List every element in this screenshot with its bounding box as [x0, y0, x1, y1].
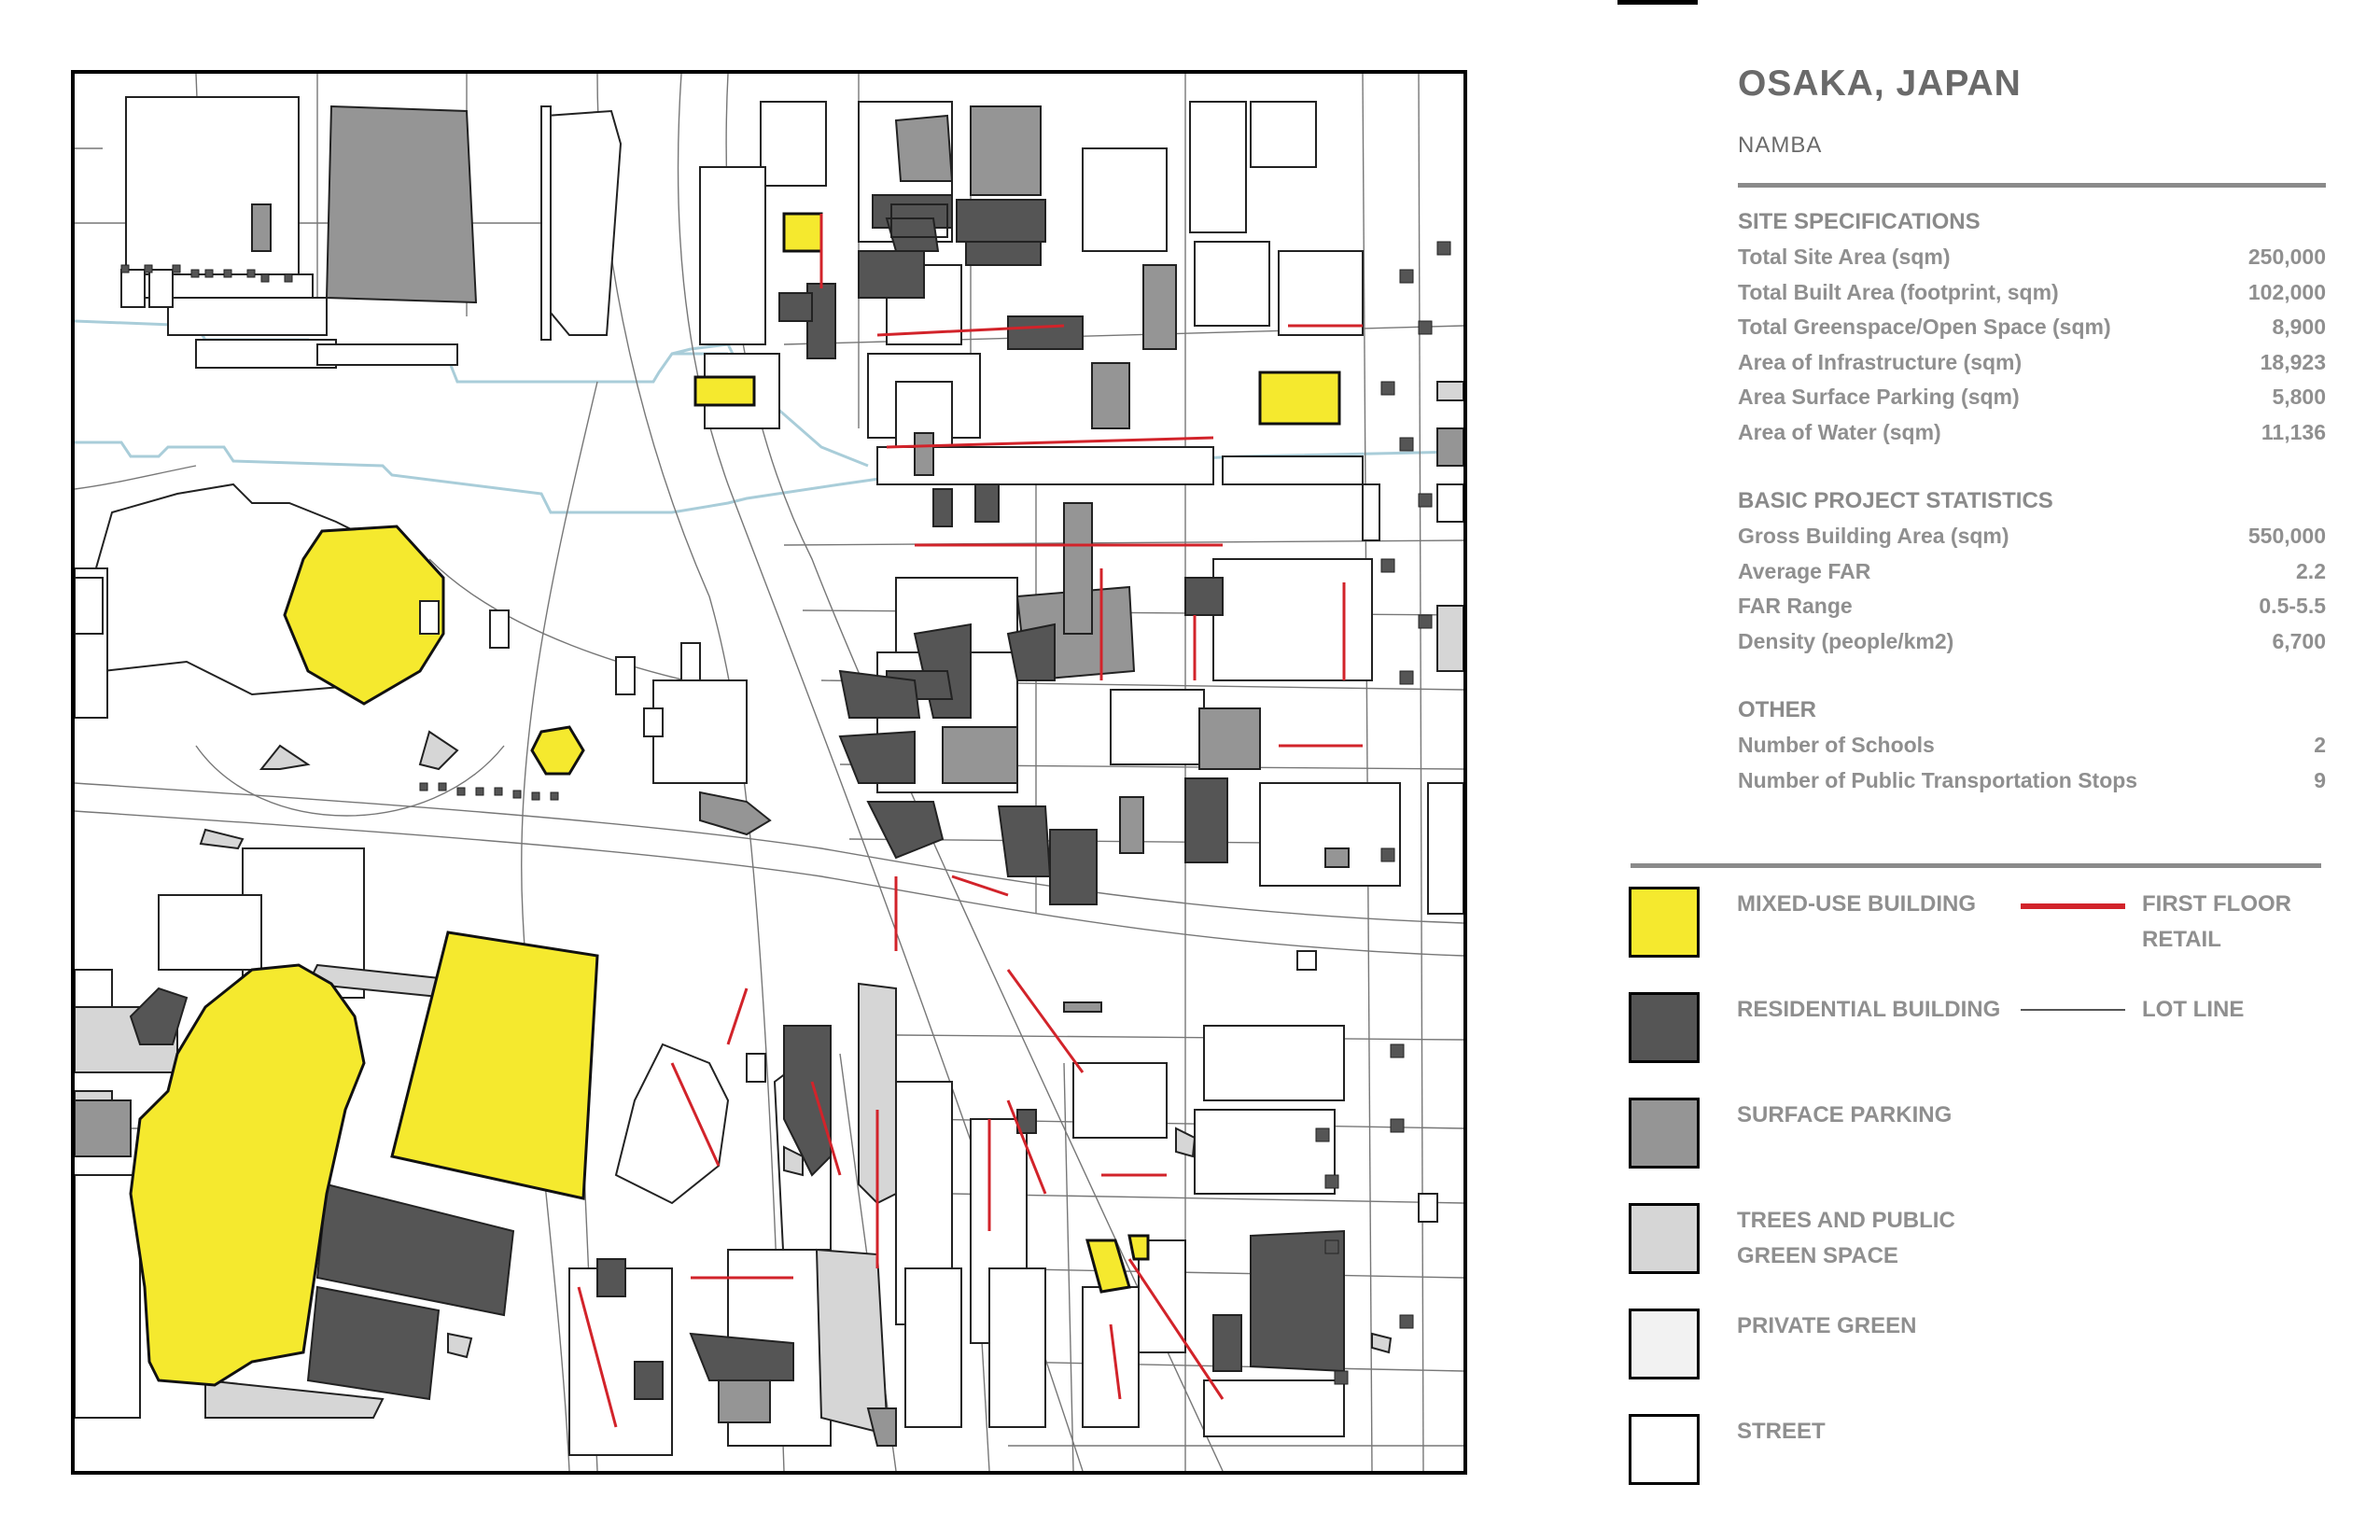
stat-label: Area Surface Parking (sqm): [1738, 385, 2020, 409]
section-heading: BASIC PROJECT STATISTICS: [1738, 488, 2053, 513]
legend-residential: [1629, 992, 2017, 1063]
stat-value: 102,000: [2247, 279, 2326, 304]
stat-label: Number of Schools: [1738, 733, 1935, 757]
page-title: OSAKA, JAPAN: [1738, 63, 2022, 104]
mixed-use-swatch: [1629, 887, 1700, 958]
stat-label: Gross Building Area (sqm): [1738, 524, 2009, 548]
legend-parking: [1629, 1098, 2017, 1169]
divider: [1738, 183, 2326, 188]
stat-value: 2.2: [2296, 558, 2326, 583]
stat-label: Area of Water (sqm): [1738, 419, 1941, 444]
residential-swatch: [1629, 992, 1700, 1063]
legend-private-green: [1629, 1309, 2017, 1379]
stat-row: [1738, 589, 2326, 624]
legend-street: [1629, 1414, 2017, 1485]
stat-value: 11,136: [2261, 419, 2326, 444]
stat-value: 250,000: [2247, 245, 2326, 269]
stat-label: Total Greenspace/Open Space (sqm): [1738, 315, 2111, 339]
stat-row: [1738, 240, 2326, 275]
legend-label: SURFACE PARKING: [1737, 1102, 1953, 1127]
lot-line-swatch: [2021, 1009, 2125, 1011]
legend-label: FIRST FLOOR RETAIL: [2142, 891, 2291, 952]
stat-label: Average FAR: [1738, 558, 1871, 583]
stat-row: [1738, 519, 2326, 554]
stat-value: 5,800: [2272, 385, 2326, 409]
retail-line-swatch: [2021, 903, 2125, 909]
stat-row: [1738, 380, 2326, 415]
stat-value: 550,000: [2247, 524, 2326, 548]
stat-value: 2: [2314, 733, 2326, 757]
legend-label: STREET: [1737, 1419, 1826, 1444]
top-tick-mark: [1617, 0, 1698, 5]
trees-swatch: [1629, 1203, 1700, 1274]
legend-divider: [1631, 863, 2321, 868]
stat-label: FAR Range: [1738, 594, 1853, 618]
stat-row: [1738, 345, 2326, 381]
info-panel: [1738, 56, 2326, 798]
stat-row: [1738, 415, 2326, 451]
stat-value: 18,923: [2260, 349, 2326, 374]
private-green-swatch: [1629, 1309, 1700, 1379]
stat-value: 8,900: [2272, 315, 2326, 339]
legend-mixed-use: [1629, 887, 2017, 958]
site-specifications-section: [1738, 204, 2326, 450]
project-statistics-section: [1738, 483, 2326, 659]
stat-value: 0.5-5.5: [2259, 594, 2326, 618]
legend-label: TREES AND PUBLIC GREEN SPACE: [1737, 1208, 1955, 1268]
legend-label: RESIDENTIAL BUILDING: [1737, 997, 2001, 1022]
legend-trees: [1629, 1203, 2017, 1274]
stat-row: [1738, 728, 2326, 763]
stat-label: Density (people/km2): [1738, 628, 1954, 653]
stat-label: Total Site Area (sqm): [1738, 245, 1951, 269]
stat-label: Area of Infrastructure (sqm): [1738, 349, 2023, 374]
stat-label: Total Built Area (footprint, sqm): [1738, 279, 2059, 304]
stat-row: [1738, 763, 2326, 799]
legend-retail: [2021, 887, 2347, 958]
stat-row: [1738, 275, 2326, 311]
section-heading: SITE SPECIFICATIONS: [1738, 209, 1981, 234]
site-plan-drawing: [75, 74, 1463, 1471]
site-map[interactable]: [71, 70, 1467, 1475]
district-name: NAMBA: [1738, 133, 1823, 158]
legend-label: PRIVATE GREEN: [1737, 1313, 1917, 1338]
stat-row: [1738, 624, 2326, 660]
legend-lot-line: [2021, 992, 2347, 1028]
other-section: [1738, 693, 2326, 798]
stat-value: 6,700: [2272, 628, 2326, 653]
street-swatch: [1629, 1414, 1700, 1485]
parking-swatch: [1629, 1098, 1700, 1169]
legend-label: MIXED-USE BUILDING: [1737, 891, 1977, 917]
legend-label: LOT LINE: [2142, 997, 2245, 1022]
stat-label: Number of Public Transportation Stops: [1738, 767, 2138, 792]
stat-value: 9: [2314, 767, 2326, 792]
stat-row: [1738, 554, 2326, 590]
section-heading: OTHER: [1738, 697, 1816, 722]
stat-row: [1738, 310, 2326, 345]
